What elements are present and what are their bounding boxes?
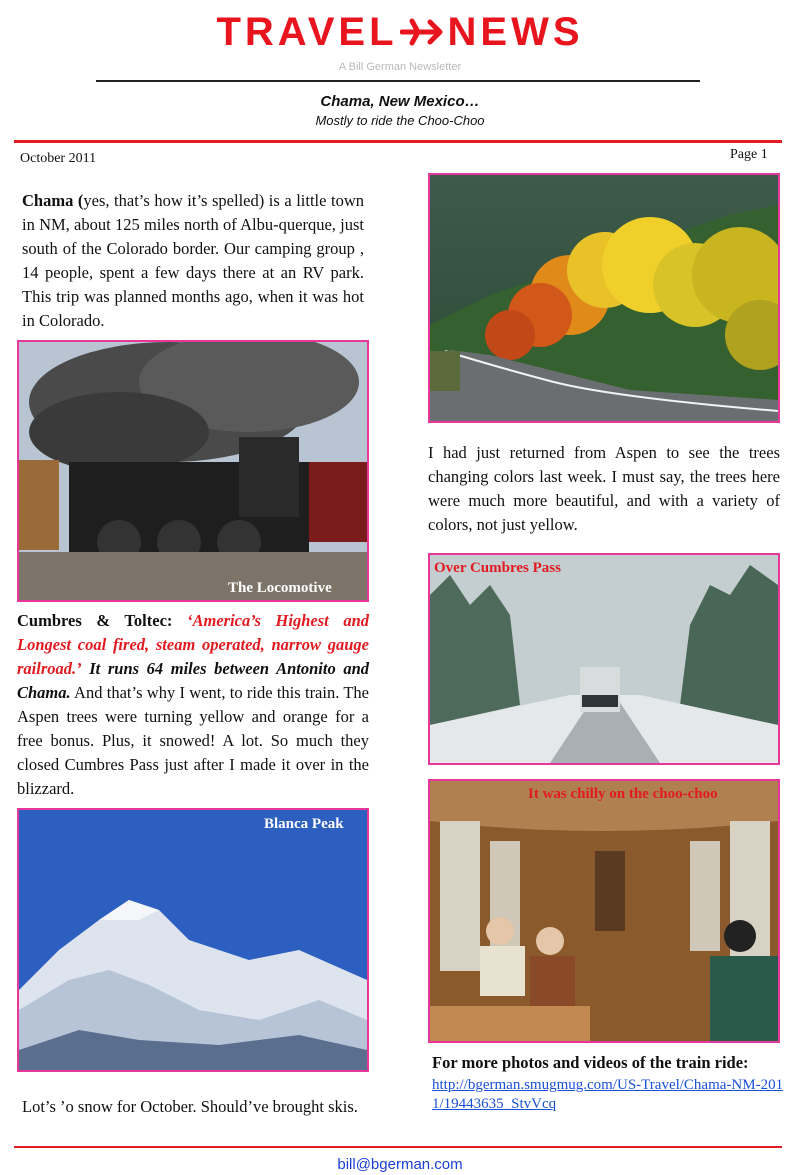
aspen-paragraph: I had just returned from Aspen to see the trees changing colors last week. I must say, the trees here were much more beautiful, and with a variety of colors, not just yellow. <box>428 443 780 534</box>
blanca-peak-photo <box>17 808 369 1072</box>
intro-text: yes, that’s how it’s spelled) is a little town in NM, about 125 miles north of Albu-querque, just south of the Colorado border. Our camping group , 14 people, spent a few days there at an RV park. This trip was planned months ago, when it was hot in Colorado. <box>22 191 364 330</box>
tagline: A Bill German Newsletter <box>338 61 462 73</box>
train-interior-photo <box>428 779 780 1043</box>
cumbres-runs: It runs 64 miles between Antonito and Chama. <box>17 659 369 702</box>
cumbres-rest: And that’s why I went, to ride this train. The Aspen trees were turning yellow and orange for a free bonus. Plus, it snowed! A lot. So much they closed Cumbres Pass just after I made it over in the blizzard. <box>17 683 369 798</box>
aspen-road-photo <box>428 173 780 423</box>
cumbres-caption: Over Cumbres Pass <box>434 560 561 576</box>
newsletter-logo <box>0 8 800 56</box>
intro-paragraph <box>22 189 364 333</box>
logo-left-text: TRAVEL <box>216 10 398 54</box>
page-subtitle: Mostly to ride the Choo-Choo <box>315 113 485 128</box>
snow-paragraph: Lot’s ’o snow for October. Should’ve brought skis. <box>22 1097 358 1116</box>
cumbres-paragraph <box>17 609 369 801</box>
divider <box>96 80 700 82</box>
divider-red <box>14 140 782 143</box>
page-title: Chama, New Mexico… <box>320 93 480 110</box>
divider-red-bottom <box>14 1146 782 1148</box>
airplane-icon <box>400 17 446 47</box>
photos-link[interactable]: http://bgerman.smugmug.com/US-Travel/Chama-NM-2011/19443635_StvVcq <box>432 1077 784 1112</box>
issue-date: October 2011 <box>20 151 97 166</box>
page-number: Page 1 <box>730 147 768 162</box>
cumbres-lead: Cumbres & Toltec: <box>17 611 173 630</box>
more-photos-heading: For more photos and videos of the train ride: <box>432 1053 749 1072</box>
cumbres-pass-photo <box>428 553 780 765</box>
chilly-caption: It was chilly on the choo-choo <box>528 786 718 802</box>
blanca-caption: Blanca Peak <box>264 816 344 832</box>
email-link[interactable]: bill@bgerman.com <box>337 1156 463 1173</box>
locomotive-caption: The Locomotive <box>228 580 332 596</box>
intro-lead: Chama ( <box>22 191 84 210</box>
locomotive-photo <box>17 340 369 602</box>
cumbres-quote: ‘America’s Highest and Longest coal fired, steam operated, narrow gauge railroad.’ <box>17 611 369 678</box>
logo-right-text: NEWS <box>447 10 584 54</box>
